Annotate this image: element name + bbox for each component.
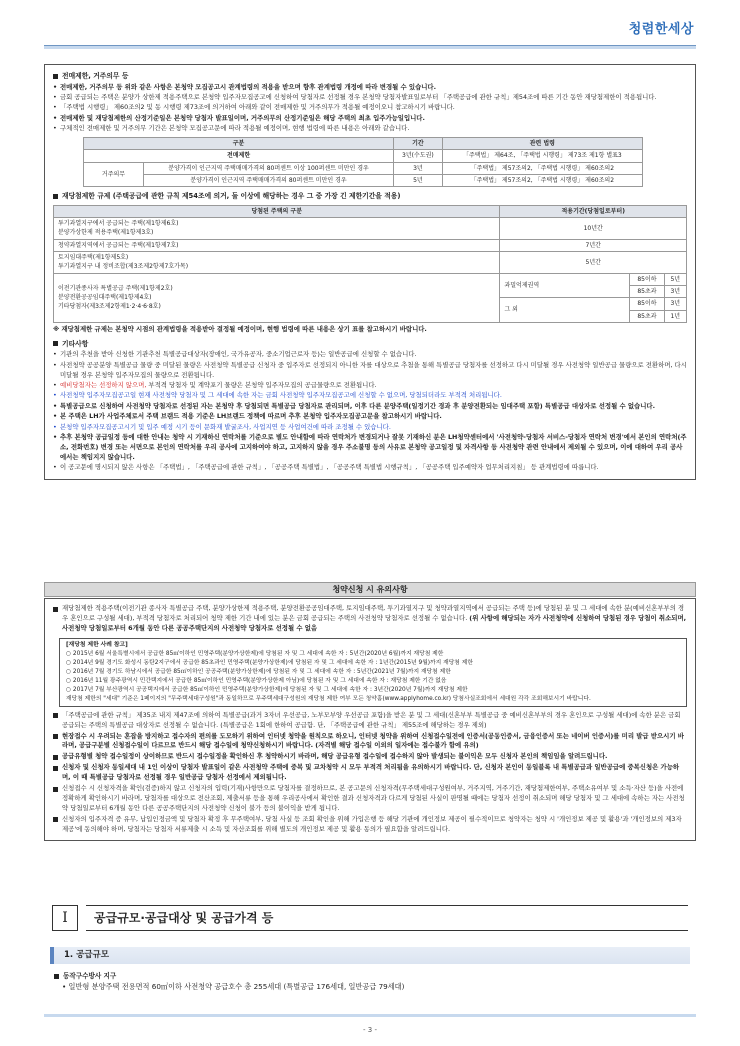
etc-list (53, 350, 687, 473)
list-item: 공급유형별 청약 접수일정이 상이하므로 반드시 접수일정을 확인하신 후 청약하시기 바라며, 해당 공급유형 접수일에 접수하지 않아 발생되는 불이익은 모두 신청자 본인의 책임임을 알려드립니다. (53, 752, 687, 762)
district-name: 동작구수방사 지구 (54, 971, 686, 981)
list-item: 신청자 및 신청자 동일세대 내 1인 이상이 당첨자 발표일이 같은 사전청약 주택에 중복 및 교차청약 시 모두 부적격 처리됨을 유의하시기 바랍니다. 단, 신청자 본인이 동일블록 내 특별공급과 일반공급에 중복신청은 가능하며, 이 때 특별공급 당첨자로 선정될 경우 일반공급 당첨자 선정에서 제외됩니다. (53, 763, 687, 783)
top-divider (44, 45, 696, 49)
section-number: Ⅰ (52, 905, 78, 931)
list-item: 신청접수 시 신청자격을 확인(검증)하지 않고 신청자의 입력(기재)사항만으로 당첨자를 결정하므로, 본 공고문의 신청자격(무주택세대구성원여부, 거주지역, 거주기간, 재당첨제한여부, 주택소유여부 및 소득·자산 등)을 사전에 정확하게 확인하시기 바라며, 당첨자를 대상으로 전산조회, 제출서류 등을 통해 우리공사에서 확인한 결과 신청자격과 다르게 당첨된 사실이 판명될 때에는 당첨자 선정이 취소되며 해당 당첨자 및 그 세대에 속하는 자는 사전청약 당첨일로부터 6개월 동안 다른 공공주택단지의 사전청약 신청이 불가 등의 불이익을 받게 됩니다. (53, 784, 687, 814)
list-item: • 추후 본청약 공급일정 등에 대한 안내는 청약 시 기재하신 연락처를 기준으로 별도 안내함에 따라 연락처가 변경되거나 잘못 기재하신 분은 LH청약센터에서 '사전청약-당첨자 서비스-당첨자 연락처 변경'에서 본인의 연락처(주소, 전화번호) 변경 또는 서면으로 본인의 연락처를 우리 공사에 고지하여야 하고, 고지하지 않을 경우 주소불명 등의 사유로 본청약 공고일정 및 자격사항 등 사전청약 관련 안내에서 제외될 수 있으며, 이에 대하여 우리 공사에서는 책임지지 않습니다. (53, 433, 687, 463)
rewin-note: ※ 재당첨제한 규제는 본청약 시점의 관계법령을 적용받아 결정될 예정이며, 현행 법령에 따른 내용은 상기 표를 참고하시기 바랍니다. (53, 324, 427, 333)
restriction-box (44, 64, 696, 480)
caution-box (44, 598, 696, 841)
table-row: 이전기관종사자 특별공급 주택(제1항제2호) 분양전환공공임대주택(제1항제4호) 기타당첨자(제3조제2항제1·2·4·6·8호) 과밀억제권역 85이하 5년 (54, 273, 687, 285)
table-row: 거주의무 분양가격이 인근지역 주택매매가격의 80퍼센트 이상 100퍼센트 미만인 경우 3년 「주택법」 제57조의2, 「주택법 시행령」 제60조의2 (84, 162, 643, 174)
caution-list-2 (53, 711, 687, 835)
brand-logo: 청렴한세상 (628, 22, 694, 37)
list-item: • 특별공급으로 신청하여 사전청약 당첨자로 선정된 자는 본청약 후 당첨되면 특별공급 당첨자로 관리되며, 이후 다른 분양주택(일정기간 경과 후 분양전환되는 임대주택 포함) 특별공급 대상자로 선정될 수 없습니다. (53, 402, 687, 412)
list-item: • 본 주택은 LH가 사업주체로서 주택 브랜드 적용 기준은 LH브랜드 정책에 따르며 추후 본청약 입주자모집공고문을 참고하시기 바랍니다. (53, 412, 687, 422)
table-row: 전매제한 3년(수도권) 「주택법」 제64조, 「주택법 시행령」 제73조 제1항 별표3 (84, 150, 643, 162)
square-bullet-icon (53, 194, 58, 199)
bottom-divider (44, 1014, 696, 1017)
table-header: 구분 (84, 138, 394, 150)
list-item: • 전매제한, 거주의무 등 위와 같은 사항은 본청약 모집공고시 관계법령의 적용을 받으며 향후 관계법령 개정에 따라 변경될 수 있습니다. (53, 83, 687, 93)
section-heading-etc: 기타사항 (53, 339, 687, 350)
square-bullet-icon (53, 341, 58, 346)
caution-banner: 청약신청 시 유의사항 (44, 582, 696, 597)
table-row: 85초과 1년 (54, 310, 687, 322)
list-item: 「주택공급에 관한 규칙」 제35조 내지 제47조에 의하여 특별공급(과거 3자녀 우선공급, 노부모부양 우선공급 포함)을 받은 분 및 그 세대(신혼부부 특별공급 중 예비신혼부부의 경우 혼인으로 구성될 세대)에 속한 분은 금회 공급되는 주택의 특별공급 대상자로 선정될 수 없습니다. (특별공급은 1회에 한하여 공급함. 단, 「주택공급에 관한 규칙」 제55조에 해당하는 경우 제외) (53, 711, 687, 731)
table-row: 청약과열지역에서 공급되는 주택(제1항제7호) 7년간 (54, 239, 687, 251)
subsection-title: 1. 공급규모 (50, 947, 690, 964)
list-item: • 사전청약 공공분양 특별공급 물량 중 미달된 물량은 사전청약 특별공급 신청자 중 입주자로 선정되지 아니한 자를 대상으로 추첨을 통해 특별공급 당첨자를 선정하고 다시 미달될 경우 사전청약 일반공급 물량으로 전환하며, 다시 미달될 경우 본청약 입주자모집의 물량으로 전환됩니다. (53, 361, 687, 381)
table-row: 토지임대주택(제1항제5호) 투기과열지구 내 정비조합(제3조제2항제7호가목) 5년간 (54, 252, 687, 274)
list-item: 재당첨제한 적용주택(이전기관 종사자 특별공급 주택, 분양가상한제 적용주택, 분양전환공공임대주택, 토지임대주택, 투기과열지구 및 청약과열지역에서 공급되는 주택 등)에 당첨된 분 및 그 세대에 속한 분(예비신혼부부의 경우 혼인으로 구성될 세대), 부적격 당첨자로 처리되어 청약 제한 기간 내에 있는 분은 금회 공급되는 주택의 사전청약 당첨자로 선정될 수 없습니다. (위 사항에 해당되는 자가 사전청약에 신청하여 당첨된 경우 당첨이 취소되며, 사전청약 당첨일로부터 6개월 동안 다른 공공주택단지의 사전청약 당첨자로 선정될 수 없음 (53, 604, 687, 634)
table-header: 적용기간(당첨일로부터) (500, 205, 687, 217)
list-item: • 구체적인 전매제한 및 거주의무 기간은 본청약 모집공고문에 따라 적용될 예정이며, 현행 법령에 따른 내용은 아래와 같습니다. (53, 124, 687, 134)
table-header: 당첨된 주택의 구분 (54, 205, 500, 217)
table-row: 그 외 85이하 3년 (54, 298, 687, 310)
page-number: - 3 - (363, 1026, 377, 1034)
list-item: • 금회 공급되는 주택은 분양가 상한제 적용주택으로 본청약 입주자모집공고에 신청하여 당첨자로 선정될 경우 본청약 당첨자발표일로부터 「주택공급에 관한 규칙」제54조에 따른 기간 동안 재당첨제한이 적용됩니다. (53, 93, 687, 103)
list-item: • 본청약 입주자모집공고시기 및 입주 예정 시기 등이 문화재 발굴조사, 사업지연 등 사업여건에 따라 조정될 수 있습니다. (53, 423, 687, 433)
section-heading-restrict: 전매제한, 거주의무 등 (53, 71, 687, 82)
list-item: • 예비당첨자는 선정하지 않으며, 부적격 당첨자 및 계약포기 물량은 본청약 입주자모집의 공급물량으로 전환됩니다. (53, 381, 687, 391)
section-title (44, 905, 696, 931)
resale-table (83, 137, 643, 187)
rewin-table (53, 205, 687, 323)
table-row: 투기과열지구에서 공급되는 주택(제1항제6호) 분양가상한제 적용주택(제1항제3호) 10년간 (54, 218, 687, 240)
list-item: • 사전청약 입주자모집공고일 현재 사전청약 당첨자 및 그 세대에 속한 자는 금회 사전청약 입주자모집공고에 신청할 수 없으며, 당첨되더라도 부적격 처리됩니다. (53, 391, 687, 401)
table-row: 85초과 3년 (54, 285, 687, 297)
square-bullet-icon (53, 74, 58, 79)
list-item: • 전매제한 및 재당첨제한의 산정기준일은 본청약 당첨자 발표일이며, 거주의무의 산정기준일은 해당 주택의 최초 입주가능일입니다. (53, 114, 687, 124)
section-heading-rewin: 재당첨제한 규제 (주택공급에 관한 규칙 제54조에 의거, 둘 이상에 해당하는 경우 그 중 가장 긴 제한기간을 적용) (53, 191, 687, 202)
list-item: • 이 공고문에 명시되지 않은 사항은 「주택법」, 「주택공급에 관한 규칙」, 「공공주택 특별법」, 「공공주택 특별법 시행규칙」, 「공공주택 입주예약자 업무처리지침」 등 관계법령에 따릅니다. (53, 463, 687, 473)
caution-list (53, 604, 687, 634)
table-header: 관련 법령 (442, 138, 642, 150)
restrict-list (53, 83, 687, 135)
rewin-example-box: [재당첨 제한 사례 참고] ○ 2015년 6월 서울특별시에서 공급한 85㎡이하인 민영주택(분양가상한제)에 당첨된 자 및 그 세대에 속한 자 : 5년간(2020년 6월)까지 재당첨 제한 ○ 2014년 9월 경기도 화성시 동탄2지구에서 공급한 85초과인 민영주택(분양가상한제)에 당첨된 자 및 그 세대에 속한 자 : 1년간(2015년 9월)까지 재당첨 제한 ○ 2016년 7월 경기도 하남시에서 공급한 85㎡이하인 공공주택(분양가상한제)에 당첨된 자 및 그 세대에 속한 자 : 5년간(2021년 7월)까지 재당첨 제한 ○ 2016년 11월 광주광역시 민간택지에서 공급한 85㎡이하인 민영주택(분양가상한제 아님)에 당첨된 자 및 그 세대에 속한 자 : 재당첨 제한 기간 없음 ○ 2017년 7월 부산광역시 공공택지에서 공급한 85㎡이하인 민영주택(분양가상한제)에 당첨된 자 및 그 세대에 속한 자 : 3년간(2020년 7월)까지 재당첨 제한 재당첨 제한의 "세대" 기준은 1페이지의 "무주택세대구성원"과 동일하므로 무주택세대구성원의 재당첨 제한 여부 모든 청약홈(www.applyhome.co.kr) 당첨사실조회에서 세대원 각각 조회해보시기 바랍니다. (59, 638, 687, 707)
section-title-text: 공급규모·공급대상 및 공급가격 등 (86, 905, 688, 931)
supply-info (54, 971, 686, 992)
list-item: • 기관의 추천을 받아 신청한 기관추천 특별공급대상자(장애인, 국가유공자, 중소기업근로자 등)는 일반공급에 신청할 수 없습니다. (53, 350, 687, 360)
list-item: • 「주택법 시행령」 제60조의2 및 동 시행령 제73조에 의거하여 아래와 같이 전매제한 및 거주의무가 적용될 예정이오니 참고하시기 바랍니다. (53, 103, 687, 113)
list-item: 현장접수 시 우려되는 혼잡을 방지하고 접수자의 편의를 도모하기 위하여 인터넷 청약을 원칙으로 하오니, 인터넷 청약을 위하여 신청접수일전에 인증서(공동인증서, 금융인증서 또는 네이버 인증서)를 미리 발급 받으시기 바라며, 공급구분별 신청접수일이 다르므로 반드시 해당 접수일에 청약신청하시기 바랍니다. (자격별 해당 접수일 이외의 일자에는 접수불가 함에 유의) (53, 732, 687, 752)
table-row: 분양가격이 인근지역 주택매매가격의 80퍼센트 미만인 경우 5년 「주택법」 제57조의2, 「주택법 시행령」 제60조의2 (84, 175, 643, 187)
supply-summary: • 일반형 분양주택 전용면적 60㎡이하 사전청약 공급호수 총 255세대 (특별공급 176세대, 일반공급 79세대) (62, 982, 405, 992)
list-item: 신청자의 입주자격 증 유무, 납입인정금액 및 당첨자 확정 후 무주택여부, 당첨 사실 등 조회 확인을 위해 가입은행 등 해당 기관에 개인정보 제공이 필수적이므로 청약자는 청약 시 '개인정보 제공 및 활용'과 '개인정보의 제3자 제공'에 동의해야 하며, 당첨자는 당첨자 서류제출 시 소득 및 자산조회를 위해 별도의 개인정보 제공 및 활용 동의가 필요함을 알려드립니다. (53, 815, 687, 835)
table-header: 기간 (394, 138, 443, 150)
square-bullet-icon (54, 974, 59, 979)
